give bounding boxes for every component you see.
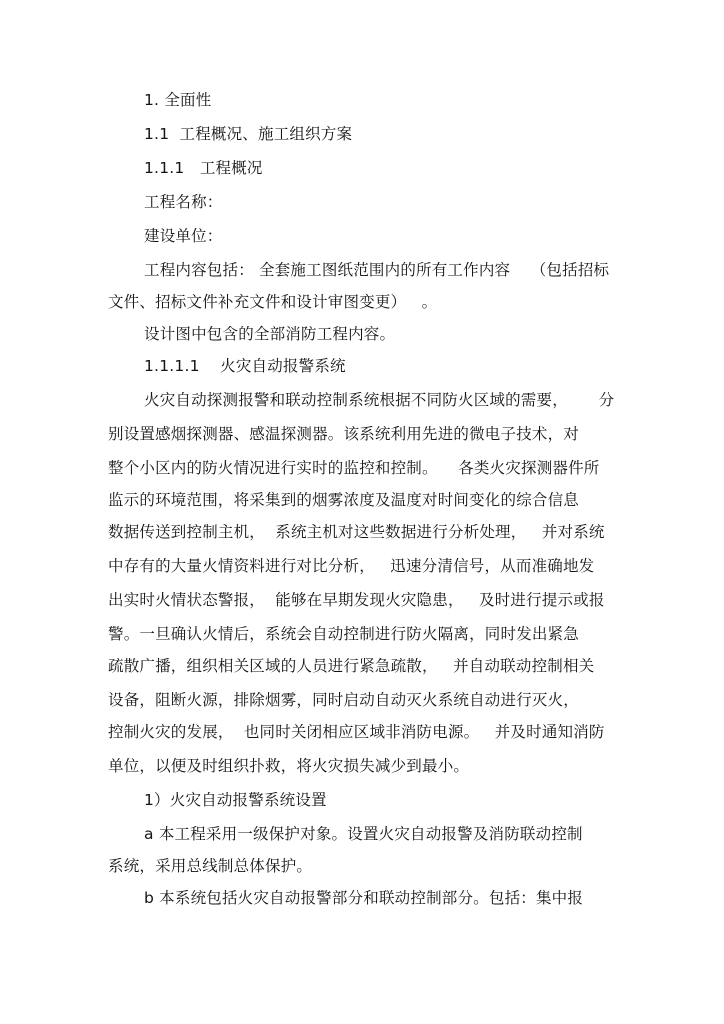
owner-unit-label: 建设单位： xyxy=(144,227,223,245)
subsection-heading: 1）火灾自动报警系统设置 xyxy=(144,791,327,809)
body-line: a 本工程采用一级保护对象。设置火灾自动报警及消防联动控制 xyxy=(144,825,583,843)
body-line: 系统，采用总线制总体保护。 xyxy=(108,857,313,875)
heading-1-1-1-1: 1.1.1.1 火灾自动报警系统 xyxy=(144,357,346,375)
project-name-label: 工程名称： xyxy=(144,193,223,211)
body-line: 控制火灾的发展， 也同时关闭相应区域非消防电源。 并及时通知消防 xyxy=(108,723,605,741)
body-line: 整个小区内的防火情况进行实时的监控和控制。 各类火灾探测器件所 xyxy=(108,459,600,477)
body-line: 工程内容包括： 全套施工图纸范围内的所有工作内容 （包括招标 xyxy=(144,261,610,279)
heading-1: 1. 全面性 xyxy=(144,91,212,109)
body-line: 警。一旦确认火情后，系统会自动控制进行防火隔离，同时发出紧急 xyxy=(108,625,580,643)
body-line: 别设置感烟探测器、感温探测器。该系统利用先进的微电子技术，对 xyxy=(108,425,580,443)
body-line: 火灾自动探测报警和联动控制系统根据不同防火区域的需要， 分 xyxy=(144,391,615,409)
body-line: b 本系统包括火灾自动报警部分和联动控制部分。包括：集中报 xyxy=(144,889,584,907)
body-line: 设计图中包含的全部消防工程内容。 xyxy=(144,325,396,343)
body-line: 中存有的大量火情资料进行对比分析， 迅速分清信号，从而准确地发 xyxy=(108,557,595,575)
body-line: 监示的环境范围，将采集到的烟雾浓度及温度对时间变化的综合信息 xyxy=(108,491,580,509)
body-line: 数据传送到控制主机， 系统主机对这些数据进行分析处理， 并对系统 xyxy=(108,523,605,541)
body-line: 出实时火情状态警报， 能够在早期发现火灾隐患， 及时进行提示或报 xyxy=(108,591,605,609)
heading-1-1: 1.1 工程概况、施工组织方案 xyxy=(144,125,353,143)
body-line: 文件、招标文件补充文件和设计审图变更） 。 xyxy=(108,293,438,311)
body-line: 设备，阻断火源，排除烟雾，同时启动自动灭火系统自动进行灭火， xyxy=(108,691,580,709)
body-line: 疏散广播，组织相关区域的人员进行紧急疏散， 并自动联动控制相关 xyxy=(108,657,595,675)
heading-1-1-1: 1.1.1 工程概况 xyxy=(144,159,263,177)
body-line: 单位，以便及时组织扑救，将火灾损失减少到最小。 xyxy=(108,757,470,775)
